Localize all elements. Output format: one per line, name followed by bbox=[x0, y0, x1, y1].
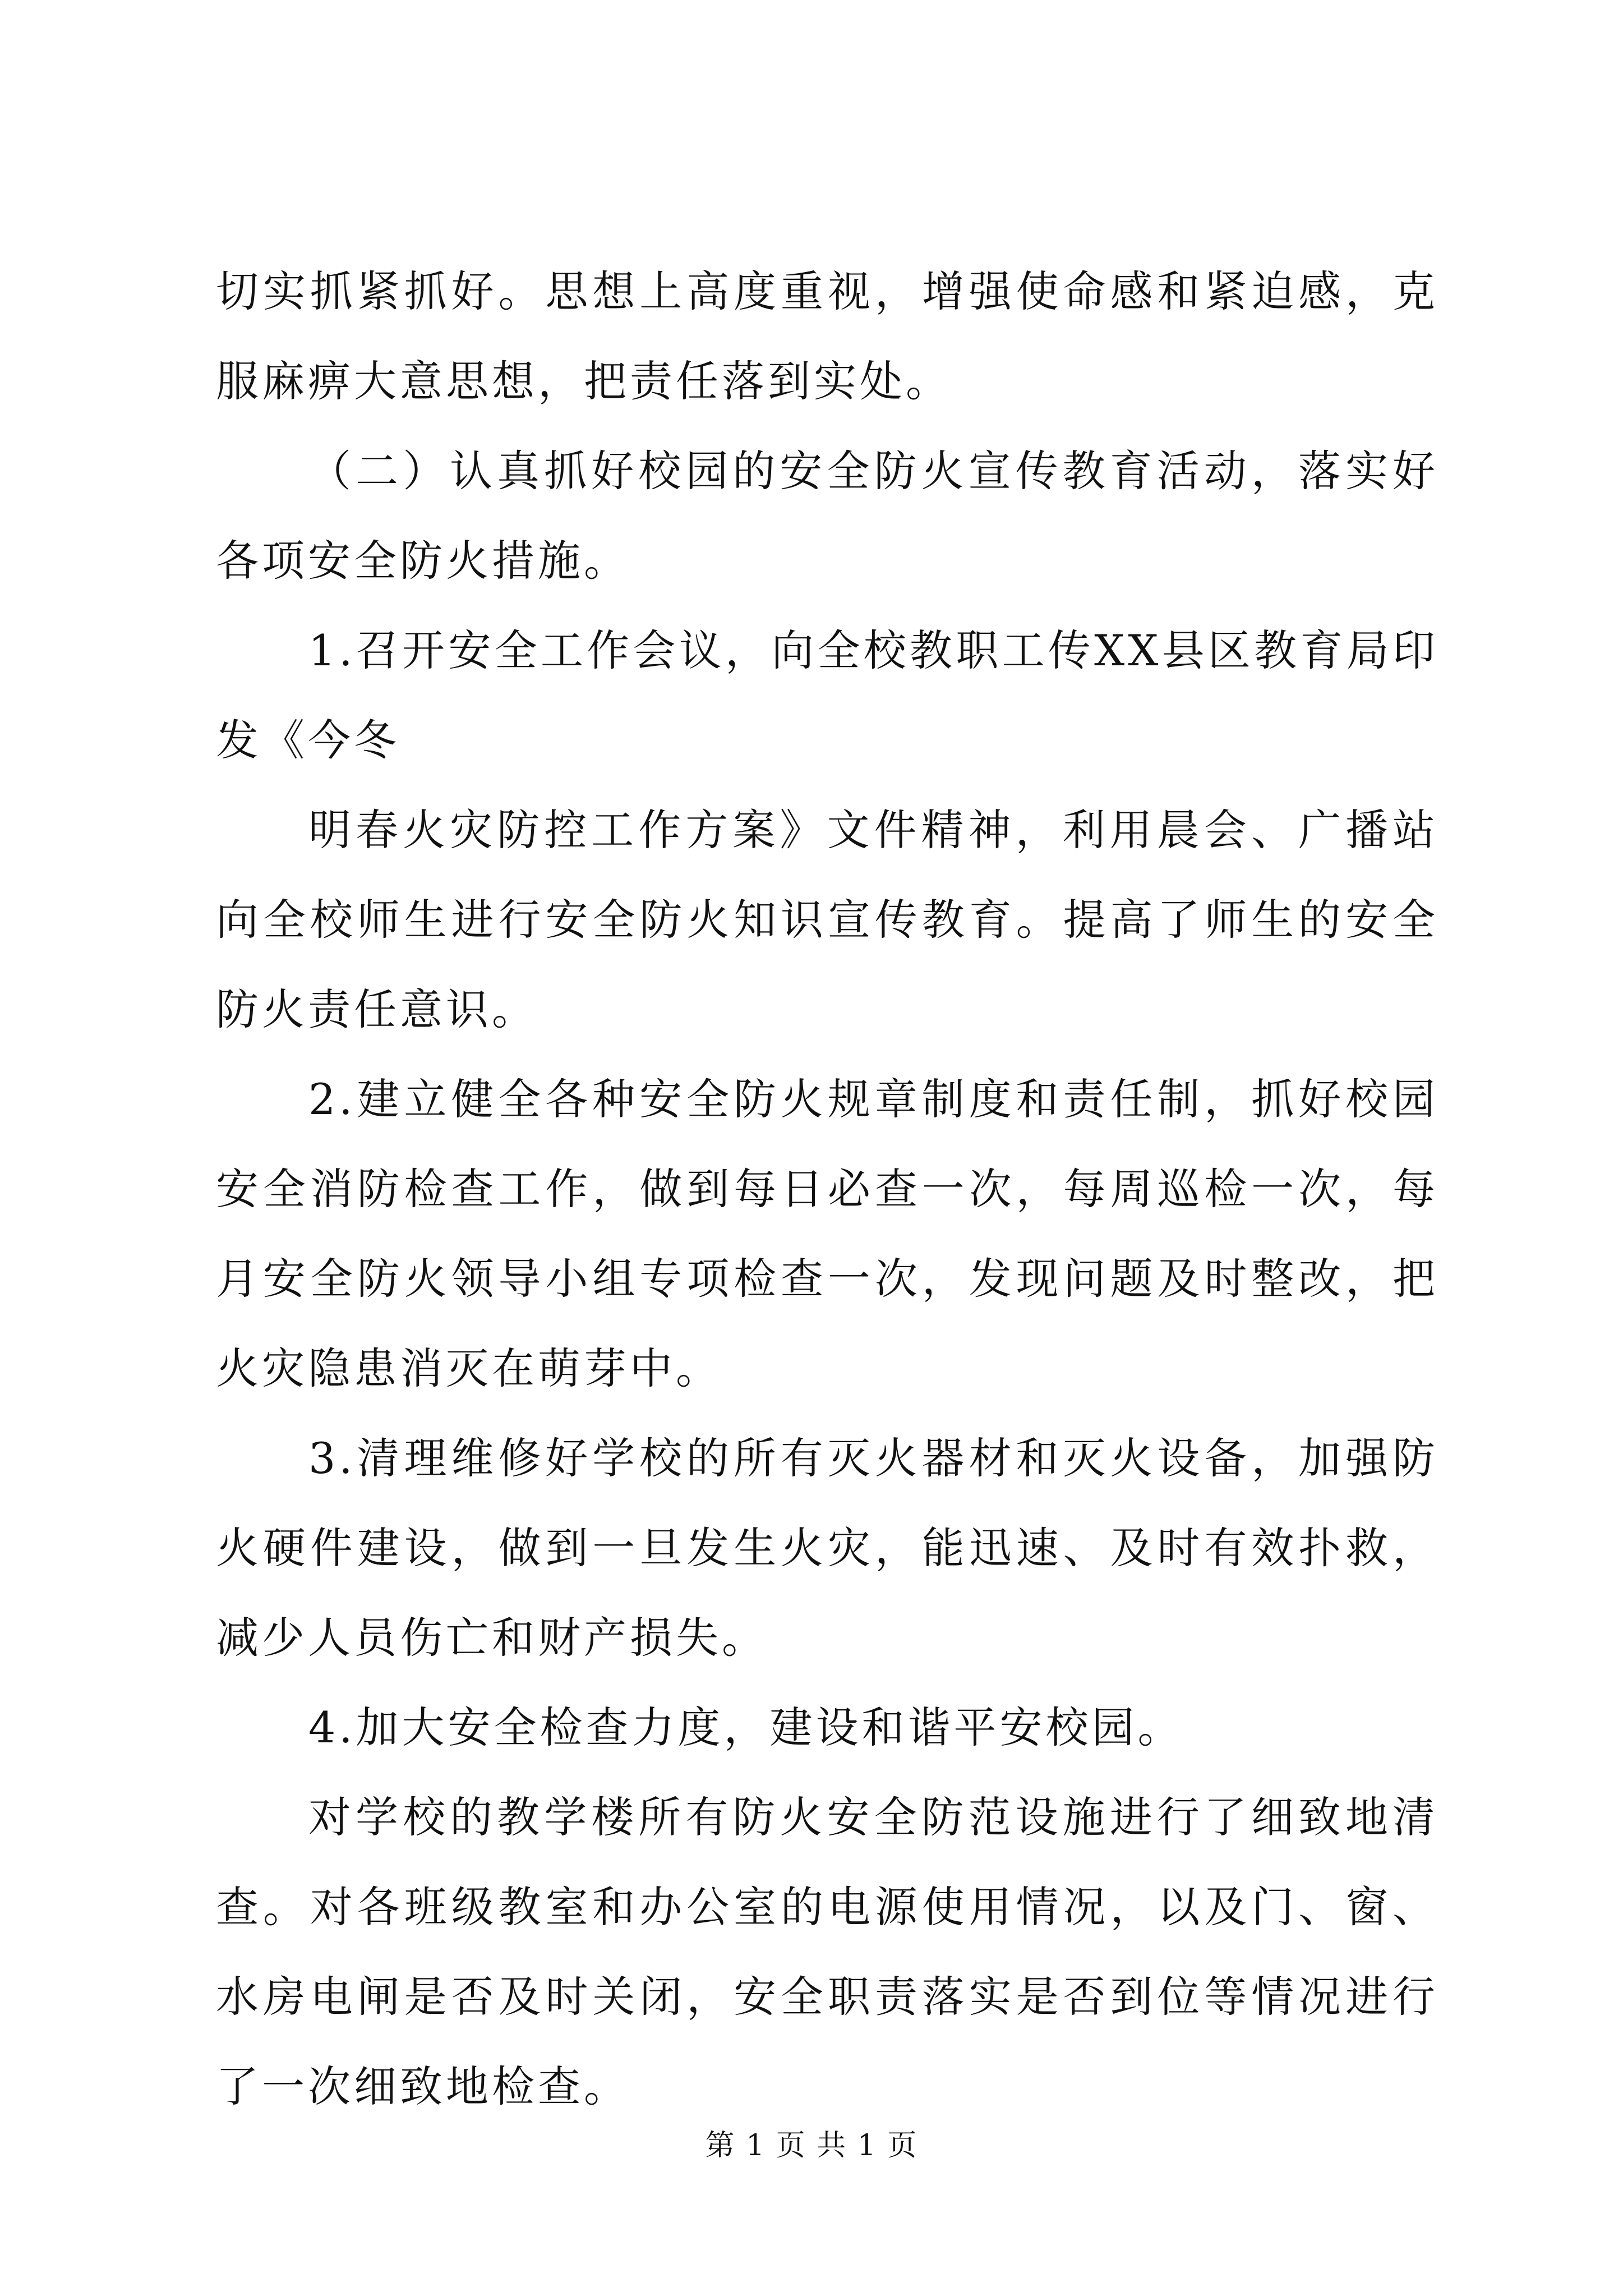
paragraph-1: 切实抓紧抓好。思想上高度重视，增强使命感和紧迫感，克服麻痹大意思想，把责任落到实处。 bbox=[216, 266, 1438, 406]
paragraph-4-item-1-cont: 明春火灾防控工作方案》文件精神，利用晨会、广播站向全校师生进行安全防火知识宣传教育。提高了师生的安全防火责任意识。 bbox=[216, 805, 1438, 1034]
document-body bbox=[216, 247, 1438, 2132]
paragraph-6-item-3: 3.清理维修好学校的所有灭火器材和灭火设备，加强防火硬件建设，做到一旦发生火灾，能迅速、及时有效扑救，减少人员伤亡和财产损失。 bbox=[216, 1433, 1438, 1663]
paragraph-7-item-4: 4.加大安全检查力度，建设和谐平安校园。 bbox=[308, 1703, 1184, 1752]
paragraph-5-item-2: 2.建立健全各种安全防火规章制度和责任制，抓好校园安全消防检查工作，做到每日必查一次，每周巡检一次，每月安全防火领导小组专项检查一次，发现问题及时整改，把火灾隐患消灭在萌芽中。 bbox=[216, 1074, 1438, 1393]
page-footer: 第 1 页 共 1 页 bbox=[705, 2129, 918, 2162]
paragraph-2-heading: （二）认真抓好校园的安全防火宣传教育活动，落实好各项安全防火措施。 bbox=[216, 446, 1438, 586]
paragraph-8: 对学校的教学楼所有防火安全防范设施进行了细致地清查。对各班级教室和办公室的电源使用情况，以及门、窗、水房电闸是否及时关闭，安全职责落实是否到位等情况进行了一次细致地检查。 bbox=[216, 1792, 1438, 2111]
paragraph-3-item-1: 1.召开安全工作会议，向全校教职工传XX县区教育局印发《今冬 bbox=[216, 625, 1438, 765]
